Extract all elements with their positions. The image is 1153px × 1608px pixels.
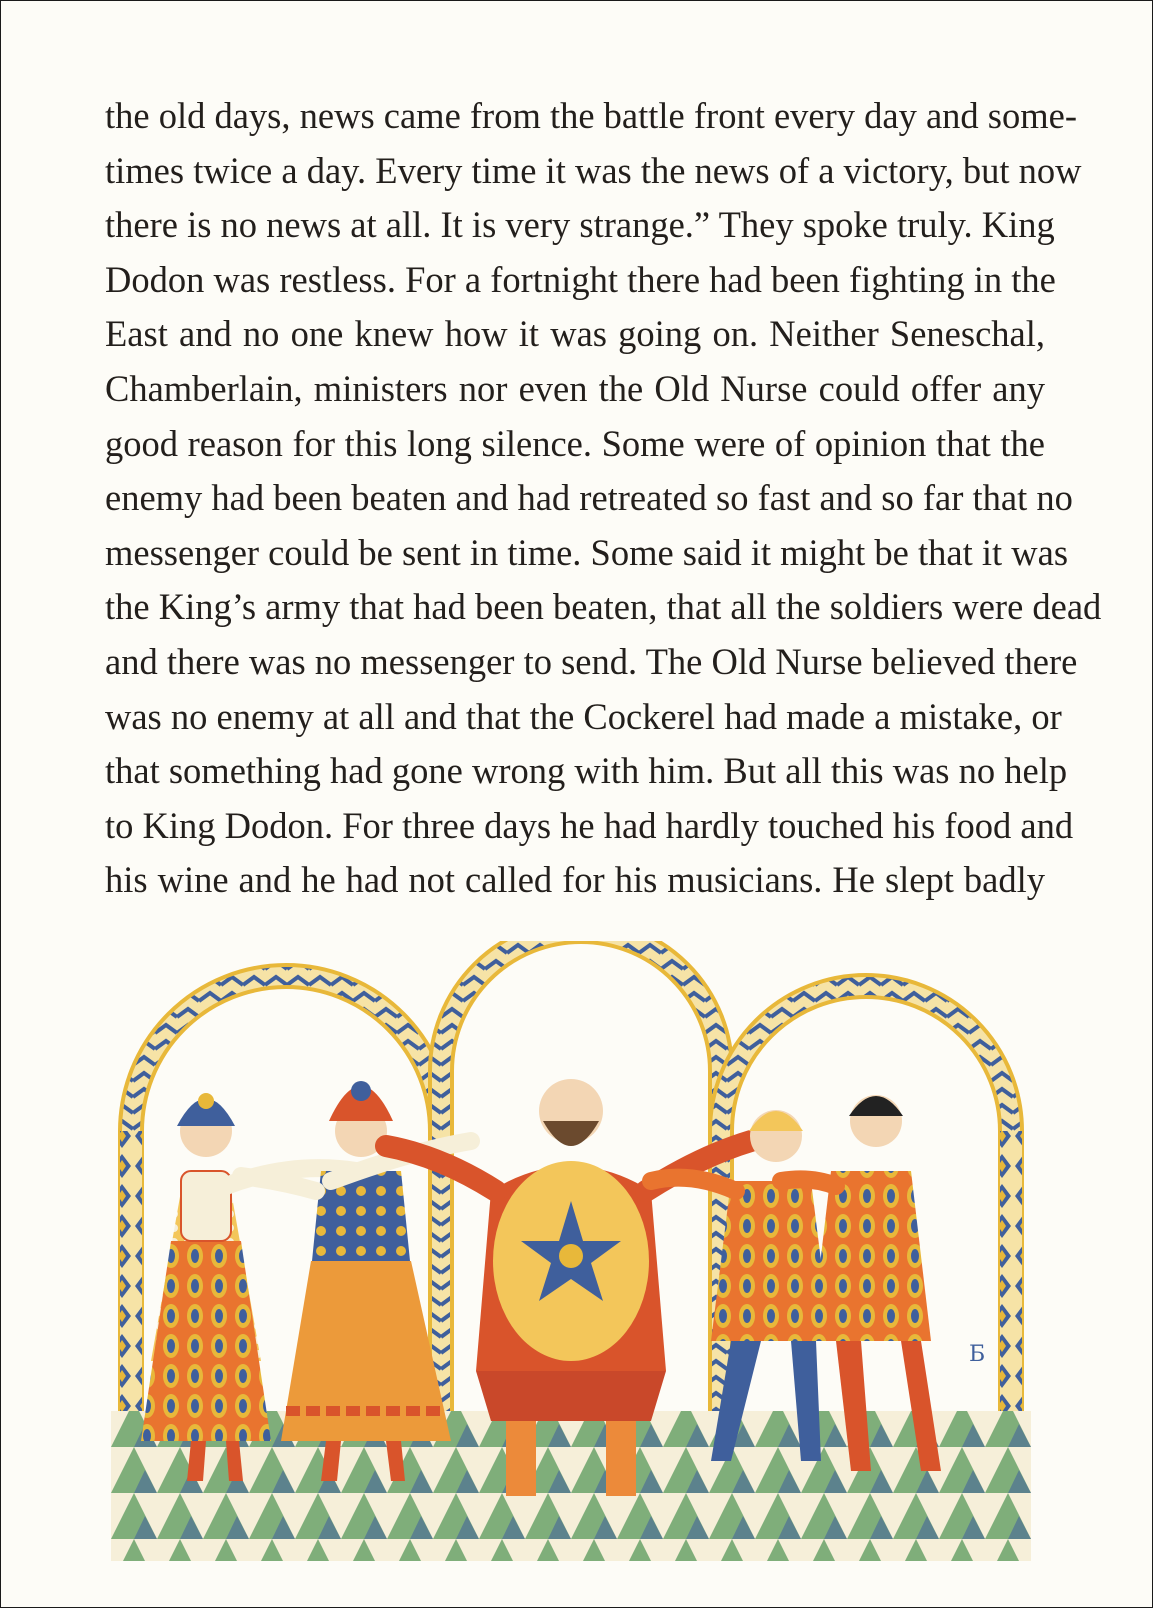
text-line: Dodon was restless. For a fortnight there had been fighting in the <box>105 258 1056 300</box>
text-line: good reason for this long silence. Some were of opinion that the <box>105 422 1045 464</box>
text-line: to King Dodon. For three days he had hardly touched his food and <box>105 804 1074 846</box>
artist-monogram: Б <box>969 1342 986 1367</box>
text-line: there is no news at all. It is very strange.” They spoke truly. King <box>105 204 1055 246</box>
text-line: was no enemy at all and that the Cockerel had made a mistake, or <box>105 695 1062 737</box>
dance-illustration <box>111 941 1031 1561</box>
text-line: the old days, news came from the battle front every day and some- <box>105 95 1077 136</box>
text-line: East and no one knew how it was going on. Neither Seneschal, <box>105 313 1045 355</box>
text-line: his wine and he had not called for his musicians. He slept badly <box>105 859 1045 901</box>
text-line: times twice a day. Every time it was the news of a victory, but now <box>105 149 1082 191</box>
text-line: the King’s army that had been beaten, that all the soldiers were dead <box>105 586 1102 628</box>
story-text <box>105 89 1102 908</box>
text-line: messenger could be sent in time. Some said it might be that it was <box>105 531 1069 573</box>
text-line: and there was no messenger to send. The Old Nurse believed there <box>105 640 1078 682</box>
text-line: enemy had been beaten and had retreated so fast and so far that no <box>105 477 1073 519</box>
text-line: that something had gone wrong with him. But all this was no help <box>105 750 1068 792</box>
text-line: Chamberlain, ministers nor even the Old Nurse could offer any <box>105 367 1045 409</box>
